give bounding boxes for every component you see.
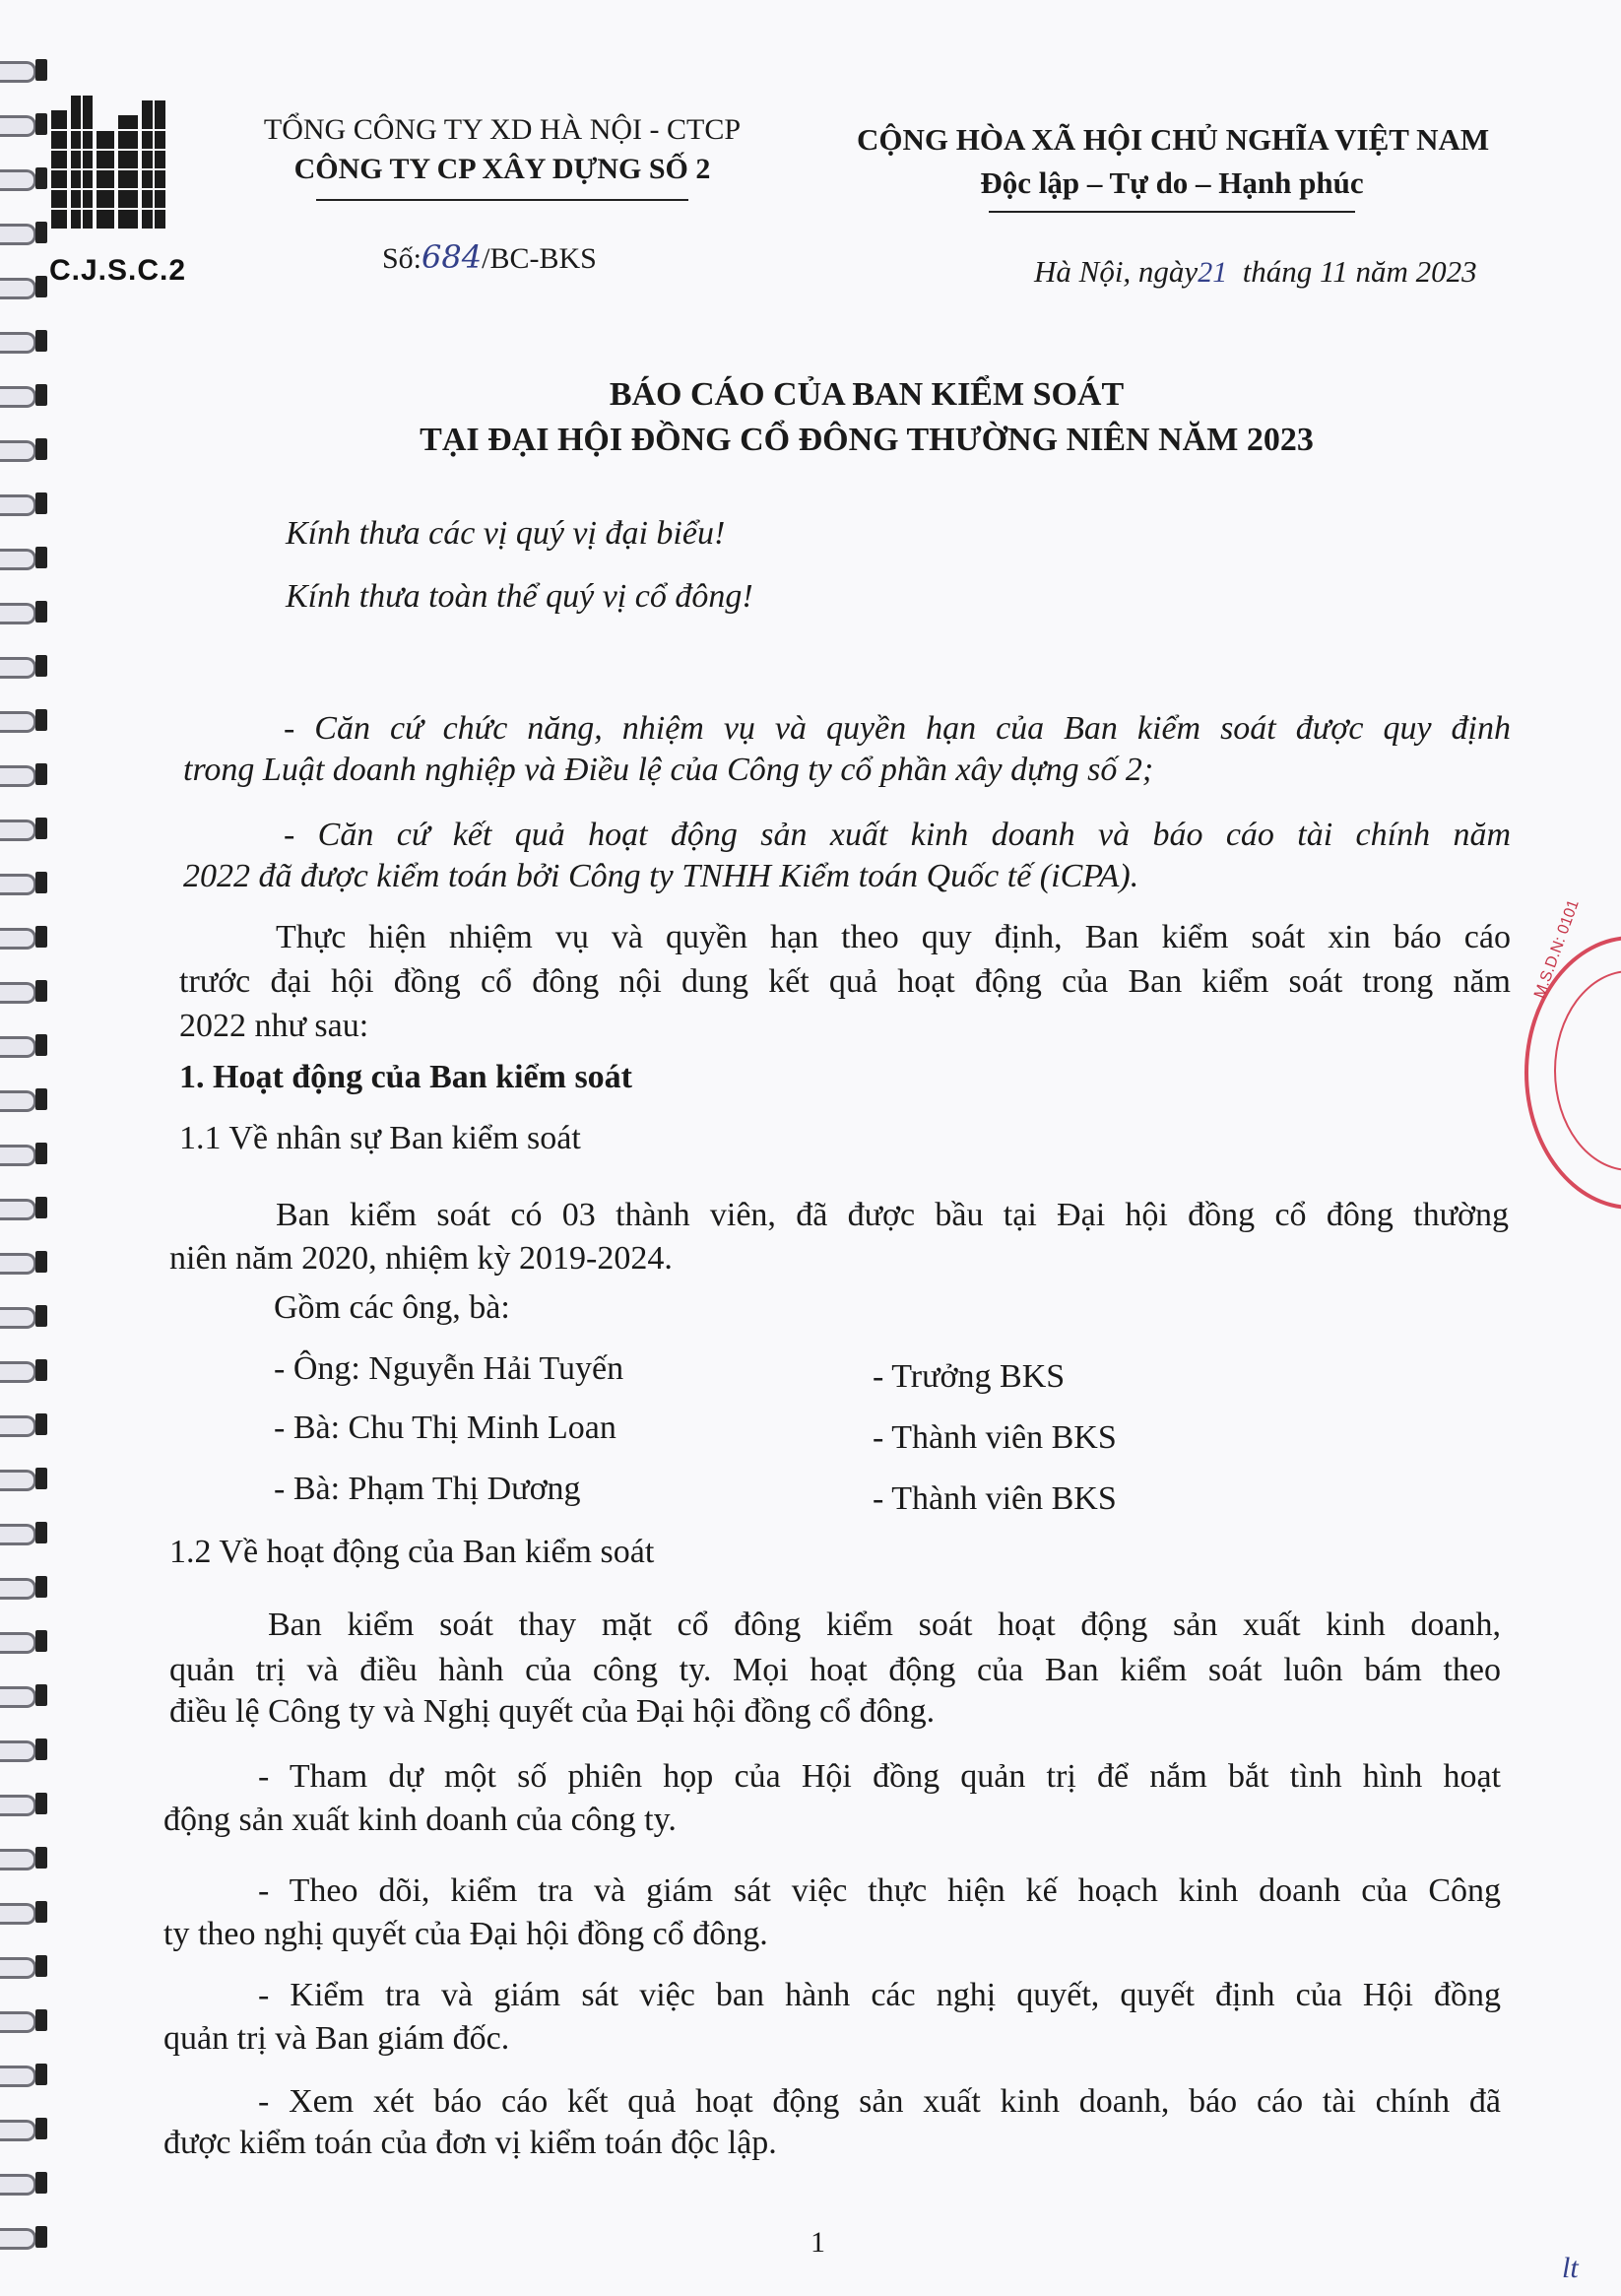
member-role: - Trưởng BKS <box>873 1358 1066 1395</box>
binding-ring <box>0 1143 51 1164</box>
basis-2-line-2: 2022 đã được kiểm toán bởi Công ty TNHH Kiểm toán Quốc tế (iCPA). <box>183 858 1139 894</box>
header-divider <box>316 199 688 201</box>
activity-bullet-line-2: được kiểm toán của đơn vị kiểm toán độc lập. <box>163 2125 777 2161</box>
parent-organization: TỔNG CÔNG TY XD HÀ NỘI - CTCP <box>263 113 742 146</box>
date-suffix: tháng 11 năm 2023 <box>1242 254 1477 289</box>
members-intro: Gồm các ông, bà: <box>274 1289 510 1326</box>
subsection-1-2-heading: 1.2 Về hoạt động của Ban kiểm soát <box>169 1534 655 1570</box>
document-title <box>177 372 1556 463</box>
binding-ring <box>0 872 51 893</box>
activity-line-2: quản trị và điều hành của công ty. Mọi hoạt động của Ban kiểm soát luôn bám theo <box>169 1652 1501 1688</box>
binding-ring <box>0 547 51 568</box>
binding-ring <box>0 1251 51 1273</box>
doc-no-handwritten: 684 <box>421 238 483 276</box>
binding-ring <box>0 1305 51 1327</box>
document-number <box>382 238 597 276</box>
binding-ring <box>0 2226 51 2248</box>
binding-ring <box>0 492 51 514</box>
section-1-heading: 1. Hoạt động của Ban kiểm soát <box>179 1059 632 1095</box>
binding-ring <box>0 1034 51 1056</box>
activity-bullet-line-1: - Theo dõi, kiểm tra và giám sát việc thực hiện kế hoạch kinh doanh của Công <box>258 1872 1501 1909</box>
binding-ring <box>0 1793 51 1814</box>
binding-ring <box>0 2064 51 2085</box>
activity-bullet-line-2: quản trị và Ban giám đốc. <box>163 2020 510 2057</box>
binding-ring <box>0 1955 51 1977</box>
binding-ring <box>0 926 51 948</box>
date-prefix: Hà Nội, ngày <box>1034 254 1199 289</box>
binding-ring <box>0 1847 51 1869</box>
seal-text: M.S.D.N: 0101 <box>1531 897 1583 1001</box>
binding-ring <box>0 818 51 839</box>
binding-ring <box>0 438 51 460</box>
intro-line-1: Thực hiện nhiệm vụ và quyền hạn theo quy định, Ban kiểm soát xin báo cáo <box>276 919 1511 955</box>
binding-ring <box>0 2009 51 2031</box>
binding-ring <box>0 1359 51 1381</box>
national-header <box>857 118 1490 213</box>
activity-bullet-line-2: ty theo nghị quyết của Đại hội đồng cổ đông. <box>163 1916 768 1952</box>
company-name: CÔNG TY CP XÂY DỰNG SỐ 2 <box>293 153 711 185</box>
binding-ring <box>0 763 51 785</box>
staff-line-2: niên năm 2020, nhiệm kỳ 2019-2024. <box>169 1240 673 1277</box>
activity-bullet-line-1: - Kiểm tra và giám sát việc ban hành các nghị quyết, quyết định của Hội đồng <box>258 1977 1501 2013</box>
organization-header <box>222 110 783 201</box>
motto-divider <box>989 211 1355 213</box>
binding-ring <box>0 980 51 1002</box>
date-day-handwritten: 21 <box>1198 256 1228 289</box>
document-date <box>1034 254 1477 290</box>
greeting-2: Kính thưa toàn thể quý vị cổ đông! <box>286 578 753 615</box>
binding-ring <box>0 276 51 297</box>
activity-line-3: điều lệ Công ty và Nghị quyết của Đại hội đồng cổ đông. <box>169 1693 936 1730</box>
binding-ring <box>0 1630 51 1652</box>
staff-line-1: Ban kiểm soát có 03 thành viên, đã được bầu tại Đại hội đồng cổ đông thường <box>276 1197 1509 1233</box>
activity-line-1: Ban kiểm soát thay mặt cổ đông kiểm soát hoạt động sản xuất kinh doanh, <box>268 1607 1501 1643</box>
member-role: - Thành viên BKS <box>873 1480 1117 1517</box>
member-role: - Thành viên BKS <box>873 1419 1117 1456</box>
binding-ring <box>0 1522 51 1543</box>
binding-ring <box>0 709 51 731</box>
binding-ring <box>0 1088 51 1110</box>
binding-ring <box>0 330 51 352</box>
activity-bullet-line-1: - Tham dự một số phiên họp của Hội đồng quản trị để nắm bắt tình hình hoạt <box>258 1758 1501 1795</box>
basis-2-line-1: - Căn cứ kết quả hoạt động sản xuất kinh doanh và báo cáo tài chính năm <box>284 817 1511 853</box>
binding-ring <box>0 1197 51 1218</box>
binding-ring <box>0 384 51 406</box>
title-line-2: TẠI ĐẠI HỘI ĐỒNG CỔ ĐÔNG THƯỜNG NIÊN NĂM 2023 <box>420 422 1314 458</box>
title-line-1: BÁO CÁO CỦA BAN KIỂM SOÁT <box>609 376 1125 413</box>
spiral-binding <box>0 59 59 2285</box>
binding-ring <box>0 1468 51 1489</box>
binding-ring <box>0 1576 51 1598</box>
doc-no-suffix: /BC-BKS <box>482 242 597 275</box>
intro-line-2: trước đại hội đồng cổ đông nội dung kết quả hoạt động của Ban kiểm soát trong năm <box>179 963 1511 1000</box>
national-motto: Độc lập – Tự do – Hạnh phúc <box>980 165 1364 200</box>
basis-1-line-2: trong Luật doanh nghiệp và Điều lệ của Công ty cổ phần xây dựng số 2; <box>183 752 1154 788</box>
binding-ring <box>0 59 51 81</box>
page-number: 1 <box>810 2226 825 2259</box>
doc-no-prefix: Số: <box>382 242 422 275</box>
binding-ring <box>0 2118 51 2139</box>
greeting-1: Kính thưa các vị quý vị đại biểu! <box>286 515 726 552</box>
logo-text: C.J.S.C.2 <box>49 254 187 287</box>
member-name: - Bà: Chu Thị Minh Loan <box>274 1410 616 1446</box>
subsection-1-1-heading: 1.1 Về nhân sự Ban kiểm soát <box>179 1120 581 1156</box>
member-name: - Bà: Phạm Thị Dương <box>274 1471 581 1507</box>
corner-handwritten-mark: lt <box>1562 2252 1579 2284</box>
binding-ring <box>0 601 51 623</box>
binding-ring <box>0 1413 51 1435</box>
company-logo-icon <box>39 91 187 229</box>
activity-bullet-line-2: động sản xuất kinh doanh của công ty. <box>163 1802 677 1838</box>
basis-1-line-1: - Căn cứ chức năng, nhiệm vụ và quyền hạn của Ban kiểm soát được quy định <box>284 710 1511 747</box>
binding-ring <box>0 655 51 677</box>
binding-ring <box>0 1738 51 1760</box>
intro-line-3: 2022 như sau: <box>179 1008 369 1044</box>
binding-ring <box>0 1901 51 1923</box>
binding-ring <box>0 2172 51 2194</box>
binding-ring <box>0 1684 51 1706</box>
nation-name: CỘNG HÒA XÃ HỘI CHỦ NGHĨA VIỆT NAM <box>857 122 1490 157</box>
member-name: - Ông: Nguyễn Hải Tuyến <box>274 1350 624 1387</box>
activity-bullet-line-1: - Xem xét báo cáo kết quả hoạt động sản xuất kinh doanh, báo cáo tài chính đã <box>258 2083 1501 2120</box>
